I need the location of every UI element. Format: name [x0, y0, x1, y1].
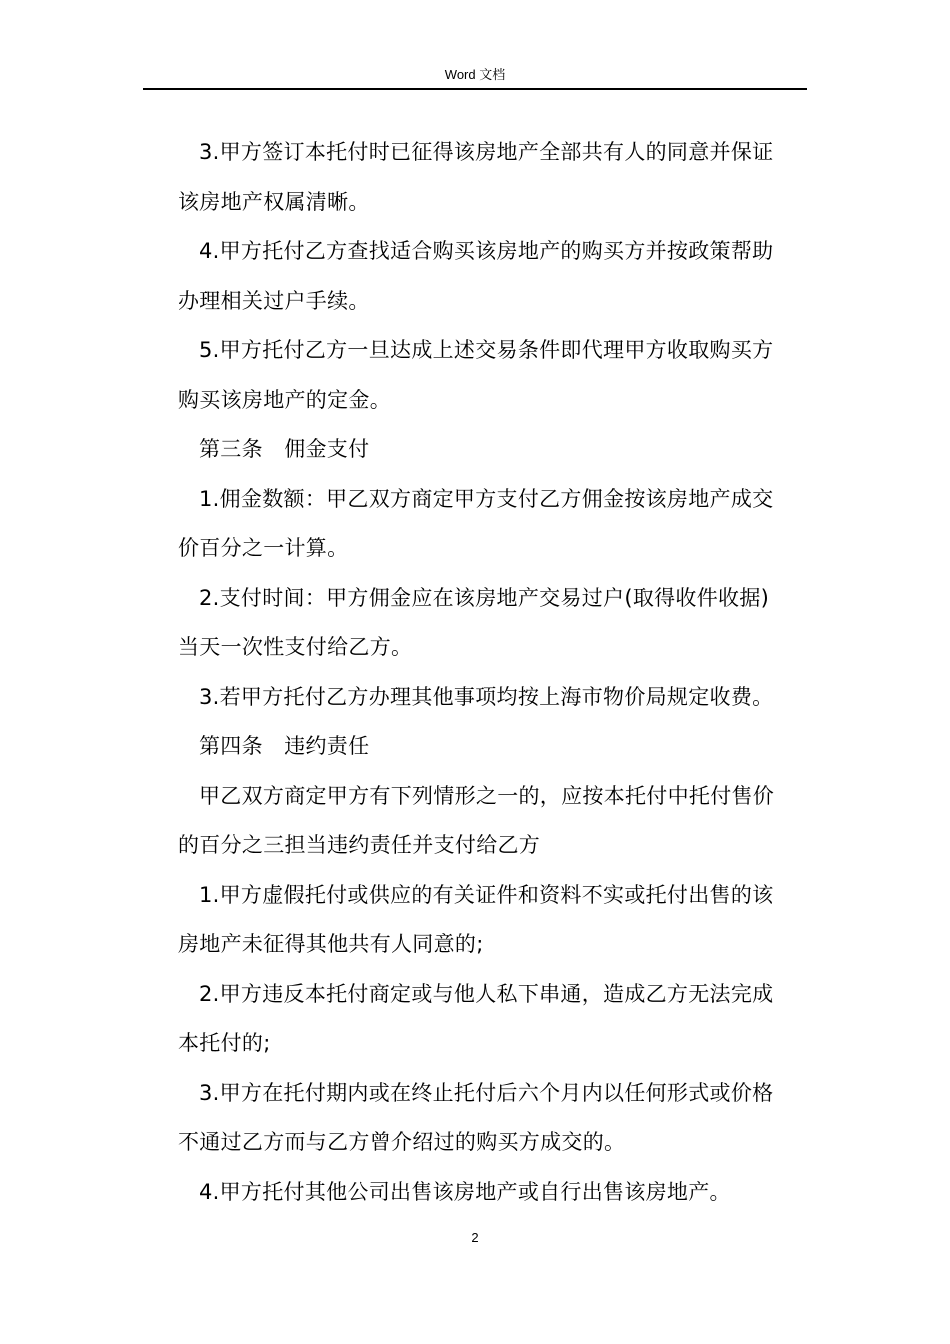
paragraph [178, 128, 818, 227]
text-line: 5.甲方托付乙方一旦达成上述交易条件即代理甲方收取购买方 [199, 338, 774, 362]
text-line: 房地产未征得其他共有人同意的; [178, 932, 484, 956]
text-line: 4.甲方托付乙方查找适合购买该房地产的购买方并按政策帮助 [199, 239, 774, 263]
paragraph [178, 673, 818, 723]
text-line: 3.甲方签订本托付时已征得该房地产全部共有人的同意并保证 [199, 140, 774, 164]
text-line: 办理相关过户手续。 [178, 288, 370, 313]
text-line: 的百分之三担当违约责任并支付给乙方 [178, 833, 541, 857]
paragraph [178, 574, 818, 673]
paragraph [178, 871, 818, 970]
text-line: 第四条 违约责任 [199, 734, 370, 758]
paragraph [178, 1069, 818, 1168]
text-line: 1.甲方虚假托付或供应的有关证件和资料不实或托付出售的该 [199, 882, 774, 907]
paragraph [178, 970, 818, 1069]
text-line: 2.甲方违反本托付商定或与他人私下串通，造成乙方无法完成 [199, 981, 774, 1006]
text-line: 3.甲方在托付期内或在终止托付后六个月内以任何形式或价格 [199, 1080, 774, 1105]
text-line: 3.若甲方托付乙方办理其他事项均按上海市物价局规定收费。 [199, 684, 774, 709]
page-header [143, 64, 807, 90]
paragraph [178, 1168, 818, 1218]
text-line: 不通过乙方而与乙方曾介绍过的购买方成交的。 [178, 1130, 626, 1154]
text-line: 甲乙双方商定甲方有下列情形之一的，应按本托付中托付售价 [199, 783, 775, 808]
text-line: 价百分之一计算。 [178, 536, 349, 560]
paragraph [178, 227, 818, 326]
text-line: 购买该房地产的定金。 [178, 387, 391, 412]
paragraph [178, 326, 818, 425]
text-line: 4.甲方托付其他公司出售该房地产或自行出售该房地产。 [199, 1179, 731, 1204]
paragraph [178, 475, 818, 574]
text-line: 该房地产权属清晰。 [178, 189, 370, 214]
page-number: 2 [471, 1230, 479, 1245]
text-line: 第三条 佣金支付 [199, 437, 370, 461]
paragraph [178, 772, 818, 871]
header-title: Word 文档 [444, 67, 506, 82]
text-line: 本托付的; [178, 1031, 271, 1055]
text-line: 当天一次性支付给乙方。 [178, 635, 413, 659]
section-heading [178, 722, 818, 772]
text-line: 2.支付时间：甲方佣金应在该房地产交易过户(取得收件收据) [199, 585, 770, 610]
section-heading [178, 425, 818, 475]
document-body [178, 128, 818, 1217]
text-line: 1.佣金数额：甲乙双方商定甲方支付乙方佣金按该房地产成交 [199, 486, 774, 511]
